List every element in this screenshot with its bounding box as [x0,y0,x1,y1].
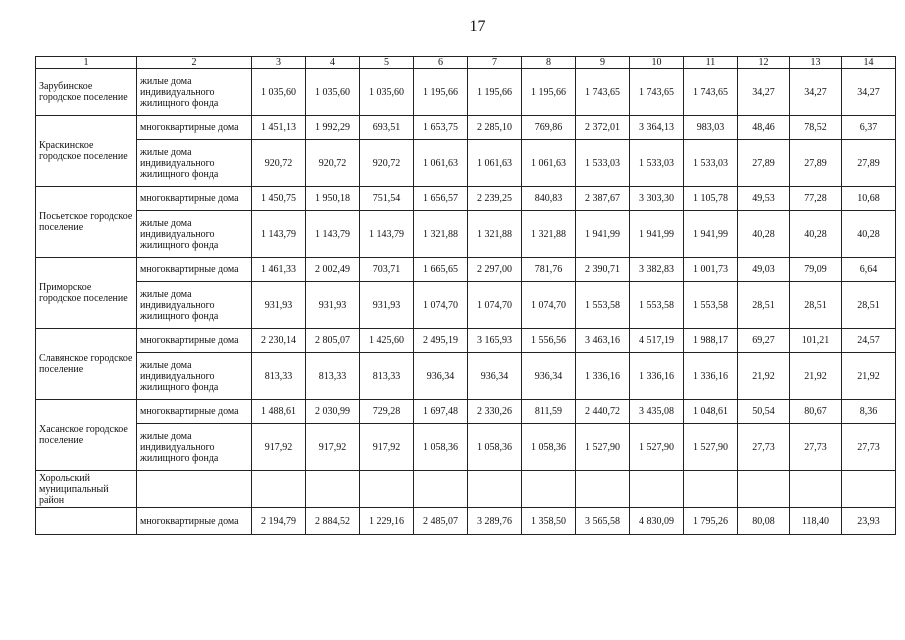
value-cell: 1 941,99 [630,211,684,258]
value-cell: 27,89 [738,140,790,187]
column-header: 11 [684,57,738,69]
value-cell: 1 697,48 [414,400,468,424]
tariff-table [35,56,896,535]
region-cell [36,508,137,535]
value-cell: 2 390,71 [576,258,630,282]
table-row [36,400,896,424]
value-cell: 2 495,19 [414,329,468,353]
value-cell: 4 830,09 [630,508,684,535]
housing-type-cell: многоквартирные дома [137,508,252,535]
value-cell [684,471,738,508]
value-cell: 2 387,67 [576,187,630,211]
value-cell: 1 105,78 [684,187,738,211]
housing-type-cell: жилые дома индивидуального жилищного фонда [137,424,252,471]
value-cell: 2 372,01 [576,116,630,140]
value-cell: 8,36 [842,400,896,424]
value-cell: 931,93 [252,282,306,329]
value-cell: 118,40 [790,508,842,535]
table-row [36,424,896,471]
value-cell: 813,33 [306,353,360,400]
value-cell: 1 533,03 [630,140,684,187]
value-cell: 3 165,93 [468,329,522,353]
value-cell: 1 061,63 [414,140,468,187]
column-header: 3 [252,57,306,69]
value-cell: 79,09 [790,258,842,282]
column-header: 1 [36,57,137,69]
value-cell: 1 425,60 [360,329,414,353]
value-cell: 703,71 [360,258,414,282]
value-cell: 936,34 [468,353,522,400]
value-cell: 1 058,36 [468,424,522,471]
value-cell: 1 553,58 [684,282,738,329]
value-cell: 2 884,52 [306,508,360,535]
value-cell: 1 048,61 [684,400,738,424]
table-row [36,211,896,258]
value-cell: 77,28 [790,187,842,211]
housing-type-cell: многоквартирные дома [137,116,252,140]
value-cell: 1 035,60 [360,69,414,116]
value-cell: 1 058,36 [414,424,468,471]
value-cell: 2 030,99 [306,400,360,424]
value-cell: 1 321,88 [468,211,522,258]
table-row [36,329,896,353]
value-cell: 40,28 [738,211,790,258]
value-cell: 1 743,65 [630,69,684,116]
value-cell: 1 074,70 [522,282,576,329]
value-cell: 40,28 [790,211,842,258]
value-cell: 1 461,33 [252,258,306,282]
value-cell: 1 653,75 [414,116,468,140]
value-cell: 813,33 [252,353,306,400]
header-row [36,57,896,69]
value-cell: 1 556,56 [522,329,576,353]
value-cell: 78,52 [790,116,842,140]
value-cell: 34,27 [790,69,842,116]
value-cell: 2 805,07 [306,329,360,353]
column-header: 4 [306,57,360,69]
value-cell: 1 074,70 [414,282,468,329]
value-cell: 1 941,99 [684,211,738,258]
value-cell: 2 297,00 [468,258,522,282]
value-cell: 101,21 [790,329,842,353]
value-cell: 1 665,65 [414,258,468,282]
housing-type-cell: жилые дома индивидуального жилищного фонда [137,353,252,400]
table-row [36,116,896,140]
housing-type-cell: многоквартирные дома [137,400,252,424]
value-cell: 2 285,10 [468,116,522,140]
value-cell: 34,27 [738,69,790,116]
value-cell [630,471,684,508]
value-cell: 1 527,90 [576,424,630,471]
column-header: 10 [630,57,684,69]
value-cell: 2 194,79 [252,508,306,535]
column-header: 13 [790,57,842,69]
region-cell: Хорольский муниципальный район [36,471,137,508]
value-cell: 1 061,63 [468,140,522,187]
value-cell: 1 058,36 [522,424,576,471]
value-cell [360,471,414,508]
value-cell: 1 143,79 [252,211,306,258]
housing-type-cell: жилые дома индивидуального жилищного фонда [137,211,252,258]
value-cell [414,471,468,508]
value-cell: 840,83 [522,187,576,211]
housing-type-cell: жилые дома индивидуального жилищного фонда [137,69,252,116]
value-cell: 1 195,66 [414,69,468,116]
column-header: 14 [842,57,896,69]
housing-type-cell: многоквартирные дома [137,187,252,211]
value-cell: 1 743,65 [684,69,738,116]
value-cell [522,471,576,508]
value-cell: 1 451,13 [252,116,306,140]
value-cell: 1 035,60 [306,69,360,116]
value-cell: 3 382,83 [630,258,684,282]
housing-type-cell: жилые дома индивидуального жилищного фонда [137,282,252,329]
value-cell: 1 321,88 [414,211,468,258]
value-cell: 48,46 [738,116,790,140]
value-cell: 3 463,16 [576,329,630,353]
value-cell: 917,92 [360,424,414,471]
table-row [36,471,896,508]
page-number: 17 [469,18,486,35]
value-cell: 769,86 [522,116,576,140]
value-cell [576,471,630,508]
region-cell: Приморское городское поселение [36,258,137,329]
value-cell: 2 330,26 [468,400,522,424]
value-cell [252,471,306,508]
value-cell: 49,53 [738,187,790,211]
value-cell: 781,76 [522,258,576,282]
value-cell: 1 074,70 [468,282,522,329]
value-cell: 920,72 [252,140,306,187]
value-cell: 1 533,03 [576,140,630,187]
value-cell [468,471,522,508]
column-header: 12 [738,57,790,69]
value-cell: 917,92 [252,424,306,471]
value-cell: 1 195,66 [468,69,522,116]
region-cell: Хасанское городское поселение [36,400,137,471]
value-cell: 4 517,19 [630,329,684,353]
value-cell: 80,67 [790,400,842,424]
value-cell: 80,08 [738,508,790,535]
value-cell: 1 533,03 [684,140,738,187]
column-header: 9 [576,57,630,69]
value-cell [306,471,360,508]
housing-type-cell: жилые дома индивидуального жилищного фонда [137,140,252,187]
value-cell [842,471,896,508]
value-cell: 751,54 [360,187,414,211]
value-cell: 2 440,72 [576,400,630,424]
value-cell: 1 950,18 [306,187,360,211]
value-cell: 1 143,79 [360,211,414,258]
table-row [36,258,896,282]
region-cell: Зарубинское городское поселение [36,69,137,116]
value-cell: 1 358,50 [522,508,576,535]
value-cell: 21,92 [842,353,896,400]
value-cell: 1 488,61 [252,400,306,424]
value-cell: 21,92 [790,353,842,400]
value-cell: 1 336,16 [576,353,630,400]
value-cell: 1 988,17 [684,329,738,353]
value-cell: 1 450,75 [252,187,306,211]
column-header: 7 [468,57,522,69]
value-cell: 40,28 [842,211,896,258]
value-cell: 811,59 [522,400,576,424]
value-cell: 1 553,58 [630,282,684,329]
value-cell: 27,89 [790,140,842,187]
value-cell: 1 336,16 [684,353,738,400]
housing-type-cell: многоквартирные дома [137,329,252,353]
column-header: 2 [137,57,252,69]
value-cell: 920,72 [306,140,360,187]
value-cell: 69,27 [738,329,790,353]
column-header: 5 [360,57,414,69]
value-cell: 917,92 [306,424,360,471]
table-row [36,282,896,329]
value-cell: 936,34 [522,353,576,400]
table-row [36,140,896,187]
value-cell: 27,73 [790,424,842,471]
value-cell: 2 002,49 [306,258,360,282]
region-cell: Славянское городское поселение [36,329,137,400]
value-cell: 23,93 [842,508,896,535]
value-cell: 1 941,99 [576,211,630,258]
value-cell: 1 743,65 [576,69,630,116]
value-cell: 920,72 [360,140,414,187]
value-cell: 931,93 [306,282,360,329]
column-header: 8 [522,57,576,69]
value-cell: 1 001,73 [684,258,738,282]
value-cell: 28,51 [790,282,842,329]
value-cell: 50,54 [738,400,790,424]
value-cell: 1 527,90 [684,424,738,471]
value-cell: 49,03 [738,258,790,282]
value-cell: 1 336,16 [630,353,684,400]
region-cell: Посьетское городское поселение [36,187,137,258]
housing-type-cell: многоквартирные дома [137,258,252,282]
value-cell: 1 035,60 [252,69,306,116]
table-row [36,508,896,535]
value-cell: 693,51 [360,116,414,140]
value-cell: 813,33 [360,353,414,400]
housing-type-cell [137,471,252,508]
value-cell: 6,37 [842,116,896,140]
value-cell: 21,92 [738,353,790,400]
value-cell: 983,03 [684,116,738,140]
value-cell: 28,51 [842,282,896,329]
region-cell: Краскинское городское поселение [36,116,137,187]
value-cell: 1 553,58 [576,282,630,329]
value-cell: 3 303,30 [630,187,684,211]
value-cell: 1 229,16 [360,508,414,535]
value-cell: 34,27 [842,69,896,116]
value-cell: 24,57 [842,329,896,353]
value-cell: 6,64 [842,258,896,282]
table-row [36,69,896,116]
value-cell: 27,73 [738,424,790,471]
value-cell: 729,28 [360,400,414,424]
value-cell: 2 230,14 [252,329,306,353]
value-cell: 10,68 [842,187,896,211]
value-cell: 1 795,26 [684,508,738,535]
value-cell [790,471,842,508]
value-cell: 1 992,29 [306,116,360,140]
value-cell: 1 143,79 [306,211,360,258]
value-cell: 28,51 [738,282,790,329]
value-cell: 931,93 [360,282,414,329]
value-cell: 1 321,88 [522,211,576,258]
value-cell: 3 364,13 [630,116,684,140]
table-row [36,187,896,211]
value-cell [738,471,790,508]
value-cell: 27,73 [842,424,896,471]
value-cell: 3 435,08 [630,400,684,424]
value-cell: 2 239,25 [468,187,522,211]
value-cell: 2 485,07 [414,508,468,535]
value-cell: 27,89 [842,140,896,187]
column-header: 6 [414,57,468,69]
value-cell: 3 289,76 [468,508,522,535]
table-row [36,353,896,400]
value-cell: 936,34 [414,353,468,400]
value-cell: 1 061,63 [522,140,576,187]
value-cell: 1 527,90 [630,424,684,471]
value-cell: 3 565,58 [576,508,630,535]
value-cell: 1 195,66 [522,69,576,116]
value-cell: 1 656,57 [414,187,468,211]
